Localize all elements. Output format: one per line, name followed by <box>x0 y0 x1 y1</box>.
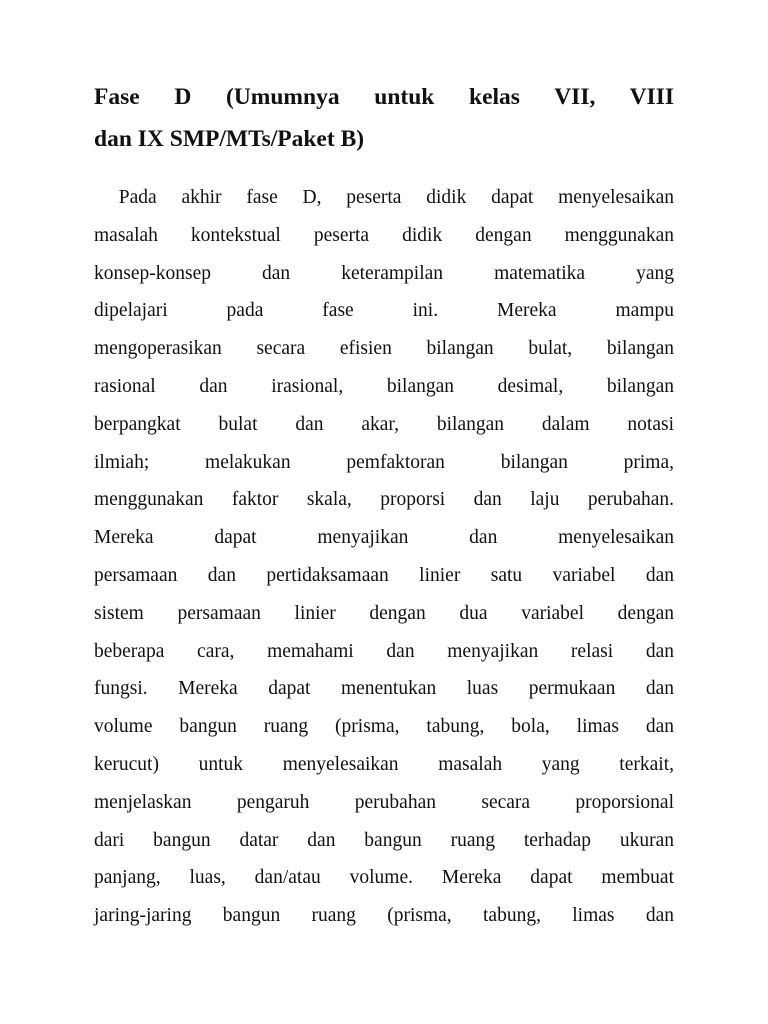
paragraph-line: berpangkat bulat dan akar, bilangan dalam notasi <box>94 413 674 435</box>
paragraph-line: Mereka dapat menyajikan dan menyelesaikan <box>94 527 674 549</box>
paragraph-line: menjelaskan pengaruh perubahan secara proporsional <box>94 791 674 813</box>
paragraph-line: konsep-konsep dan keterampilan matematika yang <box>94 262 674 284</box>
paragraph-line: persamaan dan pertidaksamaan linier satu variabel dan <box>94 564 674 586</box>
heading-line: Fase D (Umumnya untuk kelas VII, VIII <box>94 84 674 110</box>
paragraph-line: dipelajari pada fase ini. Mereka mampu <box>94 300 674 322</box>
paragraph-line: panjang, luas, dan/atau volume. Mereka dapat membuat <box>94 867 674 889</box>
paragraph-line: menggunakan faktor skala, proporsi dan laju perubahan. <box>94 489 674 511</box>
paragraph-line: jaring-jaring bangun ruang (prisma, tabung, limas dan <box>94 905 674 927</box>
document-page <box>94 76 674 935</box>
paragraph-line: ilmiah; melakukan pemfaktoran bilangan prima, <box>94 451 674 473</box>
paragraph-line: kerucut) untuk menyelesaikan masalah yang terkait, <box>94 753 674 775</box>
paragraph-line: fungsi. Mereka dapat menentukan luas permukaan dan <box>94 678 674 700</box>
heading-line: dan IX SMP/MTs/Paket B) <box>94 126 365 152</box>
paragraph-line: Pada akhir fase D, peserta didik dapat menyelesaikan <box>94 187 674 208</box>
paragraph-line: mengoperasikan secara efisien bilangan bulat, bilangan <box>94 338 674 360</box>
paragraph-line: volume bangun ruang (prisma, tabung, bola, limas dan <box>94 716 674 738</box>
paragraph-line: sistem persamaan linier dengan dua variabel dengan <box>94 602 674 624</box>
body-paragraph <box>94 179 674 935</box>
paragraph-line: masalah kontekstual peserta didik dengan menggunakan <box>94 224 674 246</box>
paragraph-line: beberapa cara, memahami dan menyajikan relasi dan <box>94 640 674 662</box>
paragraph-line: dari bangun datar dan bangun ruang terhadap ukuran <box>94 829 674 851</box>
paragraph-line: rasional dan irasional, bilangan desimal, bilangan <box>94 375 674 397</box>
section-heading <box>94 76 674 160</box>
